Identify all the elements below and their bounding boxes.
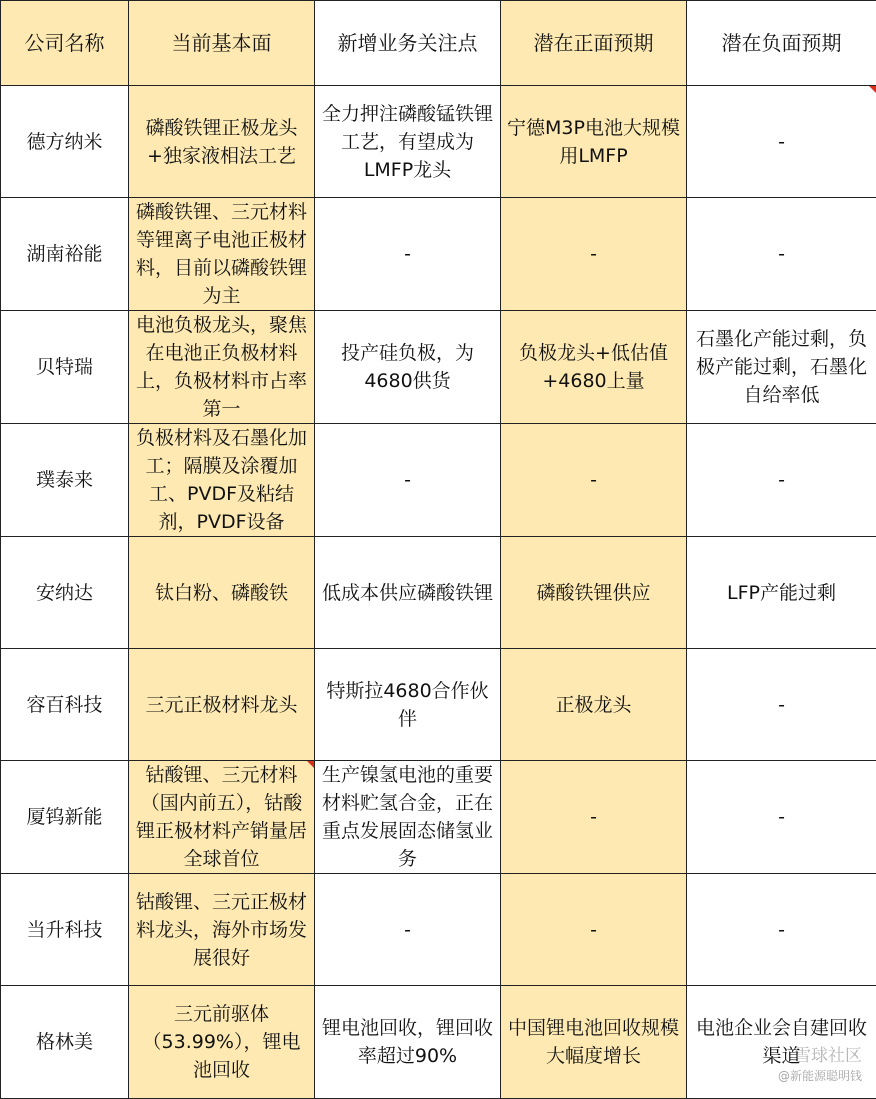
cell-basic: 磷酸铁锂、三元材料等锂离子电池正极材料，目前以磷酸铁锂为主	[129, 198, 315, 311]
cell-basic: 钴酸锂、三元材料（国内前五），钴酸锂正极材料产销量居全球首位	[129, 761, 315, 874]
cell-company: 格林美	[1, 986, 129, 1099]
header-basic: 当前基本面	[129, 1, 315, 86]
table-row	[1, 761, 876, 874]
table-row	[1, 311, 876, 424]
cell-positive: 磷酸铁锂供应	[501, 537, 687, 649]
cell-positive: -	[501, 424, 687, 537]
cell-basic: 钛白粉、磷酸铁	[129, 537, 315, 649]
cell-new: 特斯拉4680合作伙伴	[315, 649, 501, 761]
cell-new: 生产镍氢电池的重要材料贮氢合金，正在重点发展固态储氢业务	[315, 761, 501, 874]
cell-negative: LFP产能过剩	[687, 537, 876, 649]
cell-new: -	[315, 424, 501, 537]
cell-company: 容百科技	[1, 649, 129, 761]
cell-negative: -	[687, 86, 876, 198]
table-row	[1, 874, 876, 986]
cell-negative: -	[687, 198, 876, 311]
cell-negative: -	[687, 874, 876, 986]
header-positive: 潜在正面预期	[501, 1, 687, 86]
cell-negative: 电池企业会自建回收渠道	[687, 986, 876, 1099]
cell-negative: -	[687, 649, 876, 761]
cell-new: 全力押注磷酸锰铁锂工艺，有望成为LMFP龙头	[315, 86, 501, 198]
table-row	[1, 86, 876, 198]
header-row	[1, 1, 876, 86]
cell-basic: 负极材料及石墨化加工；隔膜及涂覆加工、PVDF及粘结剂，PVDF设备	[129, 424, 315, 537]
cell-positive: 中国锂电池回收规模大幅度增长	[501, 986, 687, 1099]
cell-company: 德方纳米	[1, 86, 129, 198]
table-row	[1, 424, 876, 537]
header-negative: 潜在负面预期	[687, 1, 876, 86]
cell-new: 低成本供应磷酸铁锂	[315, 537, 501, 649]
cell-basic: 钴酸锂、三元正极材料龙头，海外市场发展很好	[129, 874, 315, 986]
cell-basic: 三元正极材料龙头	[129, 649, 315, 761]
table-row	[1, 537, 876, 649]
cell-positive: 宁德M3P电池大规模用LMFP	[501, 86, 687, 198]
cell-positive: 负极龙头+低估值+4680上量	[501, 311, 687, 424]
cell-negative: 石墨化产能过剩，负极产能过剩，石墨化自给率低	[687, 311, 876, 424]
header-company: 公司名称	[1, 1, 129, 86]
cell-company: 当升科技	[1, 874, 129, 986]
cell-basic: 三元前驱体（53.99%），锂电池回收	[129, 986, 315, 1099]
cell-positive: -	[501, 874, 687, 986]
cell-negative: -	[687, 424, 876, 537]
cell-negative: -	[687, 761, 876, 874]
cell-company: 璞泰来	[1, 424, 129, 537]
cell-positive: -	[501, 198, 687, 311]
table-row	[1, 198, 876, 311]
table-row	[1, 986, 876, 1099]
cell-new: -	[315, 874, 501, 986]
cell-new: -	[315, 198, 501, 311]
cell-positive: -	[501, 761, 687, 874]
cell-new: 锂电池回收，锂回收率超过90%	[315, 986, 501, 1099]
cell-company: 厦钨新能	[1, 761, 129, 874]
cell-positive: 正极龙头	[501, 649, 687, 761]
cell-company: 安纳达	[1, 537, 129, 649]
cell-basic: 磷酸铁锂正极龙头+独家液相法工艺	[129, 86, 315, 198]
header-new: 新增业务关注点	[315, 1, 501, 86]
table-row	[1, 649, 876, 761]
watermark-text: 雪球社区	[794, 1041, 862, 1066]
cell-company: 湖南裕能	[1, 198, 129, 311]
cell-basic: 电池负极龙头，聚焦在电池正负极材料上，负极材料市占率第一	[129, 311, 315, 424]
cell-new: 投产硅负极，为4680供货	[315, 311, 501, 424]
watermark-handle: @新能源聪明钱	[778, 1067, 862, 1084]
cell-company: 贝特瑞	[1, 311, 129, 424]
